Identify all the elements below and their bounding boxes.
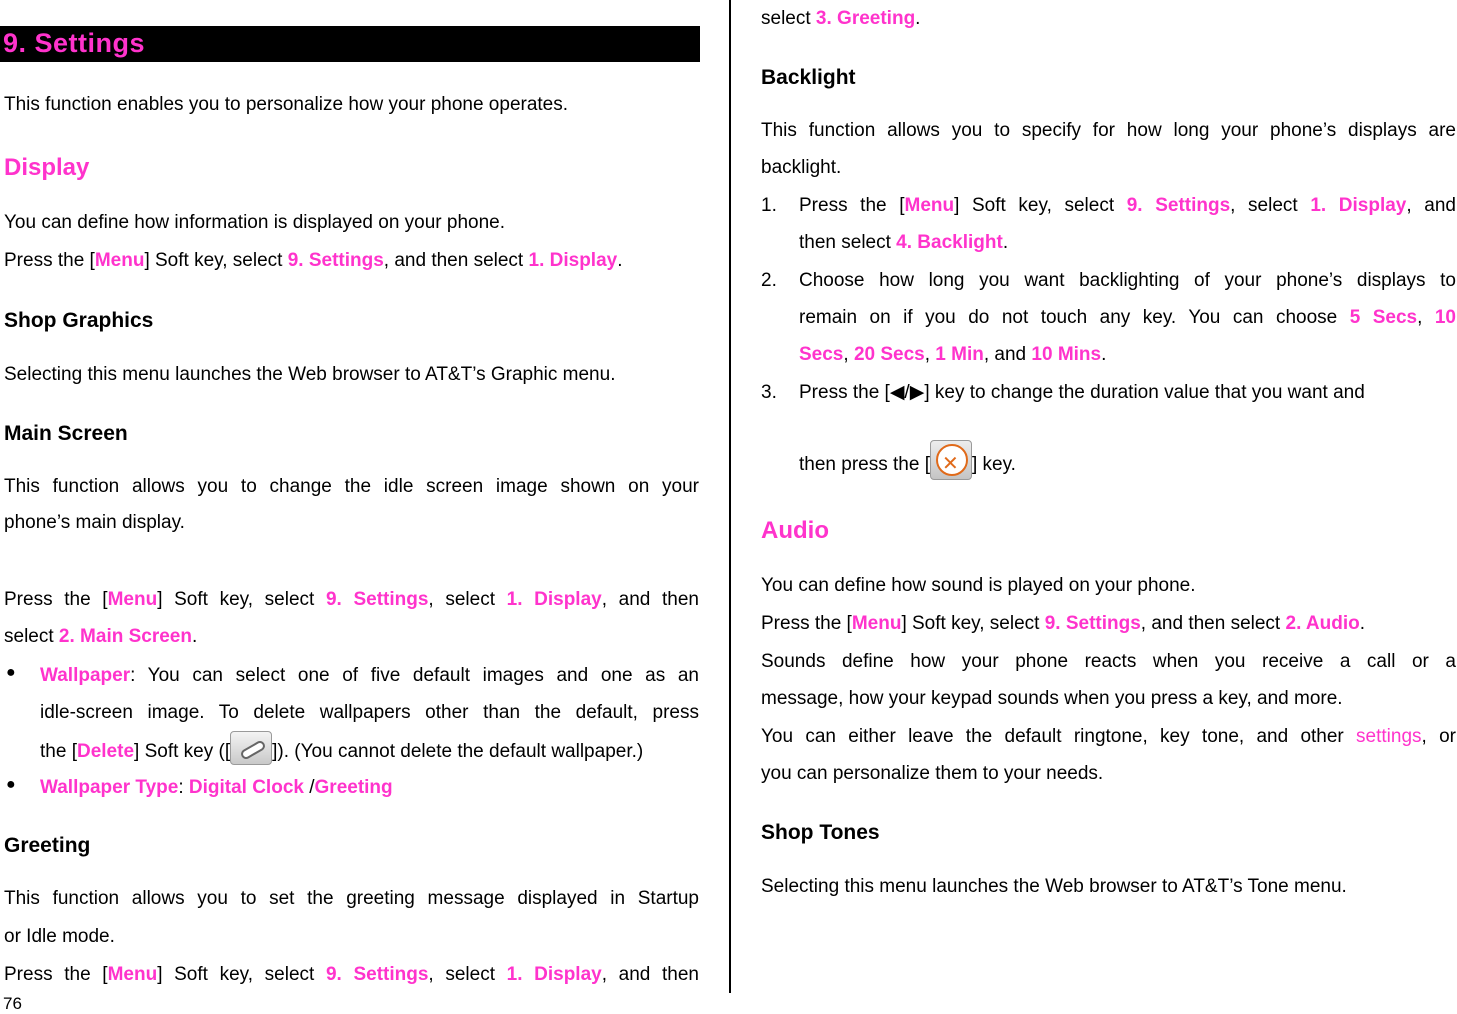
wallpaper-item: Wallpaper: You can select one of five default images and one as an: [40, 665, 699, 686]
step-number: 1.: [761, 195, 777, 216]
wallpaper-item-line3: the [Delete] Soft key ([ ]). (You cannot delete the default wallpaper.): [40, 731, 643, 770]
shop-graphics-text: Selecting this menu launches the Web browser to AT&T’s Graphic menu.: [4, 364, 616, 385]
audio-line1: You can define how sound is played on your phone.: [761, 575, 1196, 596]
audio-line5: You can either leave the default ringtone, key tone, and other settings, or: [761, 726, 1456, 747]
greeting-line1: This function allows you to set the greeting message displayed in Startup: [4, 888, 699, 909]
main-screen-instructions: Press the [Menu] Soft key, select 9. Settings, select 1. Display, and then: [4, 589, 699, 610]
backlight-step3-line2: then press the [✕ ] key.: [799, 440, 1016, 483]
main-screen-line1: This function allows you to change the idle screen image shown on your: [4, 476, 699, 497]
main-screen-heading: Main Screen: [4, 422, 128, 445]
chapter-title: 9. Settings: [3, 28, 146, 58]
shop-tones-heading: Shop Tones: [761, 821, 880, 844]
step-number: 3.: [761, 382, 777, 403]
audio-line4: message, how your keypad sounds when you press a key, and more.: [761, 688, 1343, 709]
main-screen-line2: phone’s main display.: [4, 512, 185, 533]
main-screen-instructions-cont: select 2. Main Screen.: [4, 626, 198, 647]
greeting-instructions-cont: select 3. Greeting.: [761, 8, 921, 29]
display-instructions: Press the [Menu] Soft key, select 9. Settings, and then select 1. Display.: [4, 250, 623, 271]
display-line1: You can define how information is displayed on your phone.: [4, 212, 506, 233]
greeting-heading: Greeting: [4, 834, 91, 857]
clear-key-icon: [230, 731, 272, 765]
audio-line3: Sounds define how your phone reacts when you receive a call or a: [761, 651, 1456, 672]
audio-heading: Audio: [761, 517, 829, 544]
bullet-dot: ●: [6, 664, 16, 681]
chapter-intro: This function enables you to personalize how your phone operates.: [4, 94, 569, 115]
greeting-line2: or Idle mode.: [4, 926, 115, 947]
bullet-dot: ●: [6, 776, 16, 793]
backlight-line1: This function allows you to specify for how long your phone’s displays are: [761, 120, 1456, 141]
backlight-step1-line2: then select 4. Backlight.: [799, 232, 1009, 253]
backlight-step1: Press the [Menu] Soft key, select 9. Settings, select 1. Display, and: [799, 195, 1456, 216]
page-number: 76: [3, 994, 22, 1013]
ok-key-icon: [930, 440, 972, 480]
backlight-line2: backlight.: [761, 157, 842, 178]
backlight-step3: Press the [◀/▶] key to change the duration value that you want and: [799, 382, 1365, 403]
greeting-instructions: Press the [Menu] Soft key, select 9. Settings, select 1. Display, and then: [4, 964, 699, 985]
backlight-step2-line2: remain on if you do not touch any key. You can choose 5 Secs, 10: [799, 307, 1456, 328]
wallpaper-type-item: Wallpaper Type: Digital Clock /Greeting: [40, 777, 393, 798]
step-number: 2.: [761, 270, 777, 291]
backlight-step2: Choose how long you want backlighting of your phone’s displays to: [799, 270, 1456, 291]
backlight-heading: Backlight: [761, 66, 856, 89]
wallpaper-item-line2: idle-screen image. To delete wallpapers other than the default, press: [40, 702, 699, 723]
audio-line6: you can personalize them to your needs.: [761, 763, 1104, 784]
column-divider: [729, 0, 731, 993]
audio-instructions: Press the [Menu] Soft key, select 9. Settings, and then select 2. Audio.: [761, 613, 1366, 634]
backlight-step2-line3: Secs, 20 Secs, 1 Min, and 10 Mins.: [799, 344, 1107, 365]
display-heading: Display: [4, 154, 90, 181]
shop-tones-text: Selecting this menu launches the Web browser to AT&T’s Tone menu.: [761, 876, 1347, 897]
shop-graphics-heading: Shop Graphics: [4, 309, 154, 332]
